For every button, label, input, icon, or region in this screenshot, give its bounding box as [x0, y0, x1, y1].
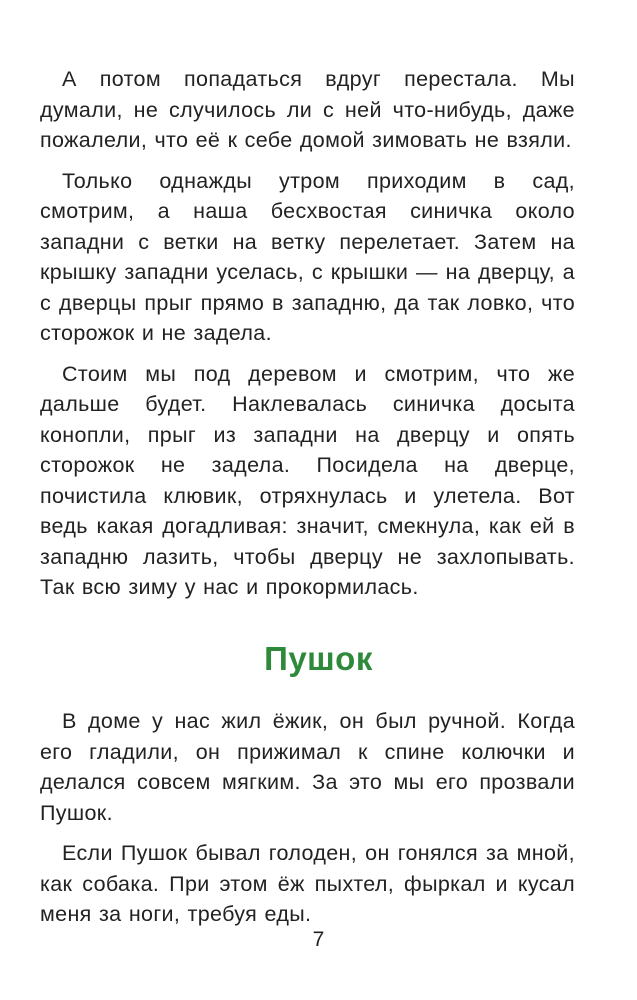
paragraph: В доме у нас жил ёжик, он был ручной. Когда его гладили, он прижимал к спине колючки и делался совсем мягким. За это мы его прозвали Пушок.	[40, 709, 575, 825]
story-text-top	[40, 64, 575, 613]
paragraph: Только однажды утром приходим в сад, смотрим, а наша бесхвостая синичка около западни с ветки на ветку перелетает. Затем на крышку западни уселась, с крышки — на дверцу, а с дверцы прыг прямо в западню, да так ловко, что сторожок и не задела.	[40, 168, 575, 345]
story-title: Пушок	[264, 640, 373, 677]
paragraph: Если Пушок бывал голоден, он гонялся за мной, как собака. При этом ёж пыхтел, фыркал и кусал меня за ноги, требуя еды.	[40, 841, 575, 926]
paragraph: А потом попадаться вдруг перестала. Мы думали, не случилось ли с ней что-нибудь, даже пожалели, что её к себе домой зимовать не взяли.	[40, 67, 575, 152]
page-number: 7	[312, 928, 325, 951]
story-text-bottom	[40, 706, 575, 940]
paragraph: Стоим мы под деревом и смотрим, что же дальше будет. Наклевалась синичка досыта конопли, прыг из западни на дверцу и опять сторожок не задела. Посидела на дверце, почистила клювик, отряхнулась и улетела. Вот ведь какая догадливая: значит, смекнула, как ей в западню лазить, чтобы дверцу не захлопывать. Так всю зиму у нас и прокормилась.	[40, 361, 575, 599]
